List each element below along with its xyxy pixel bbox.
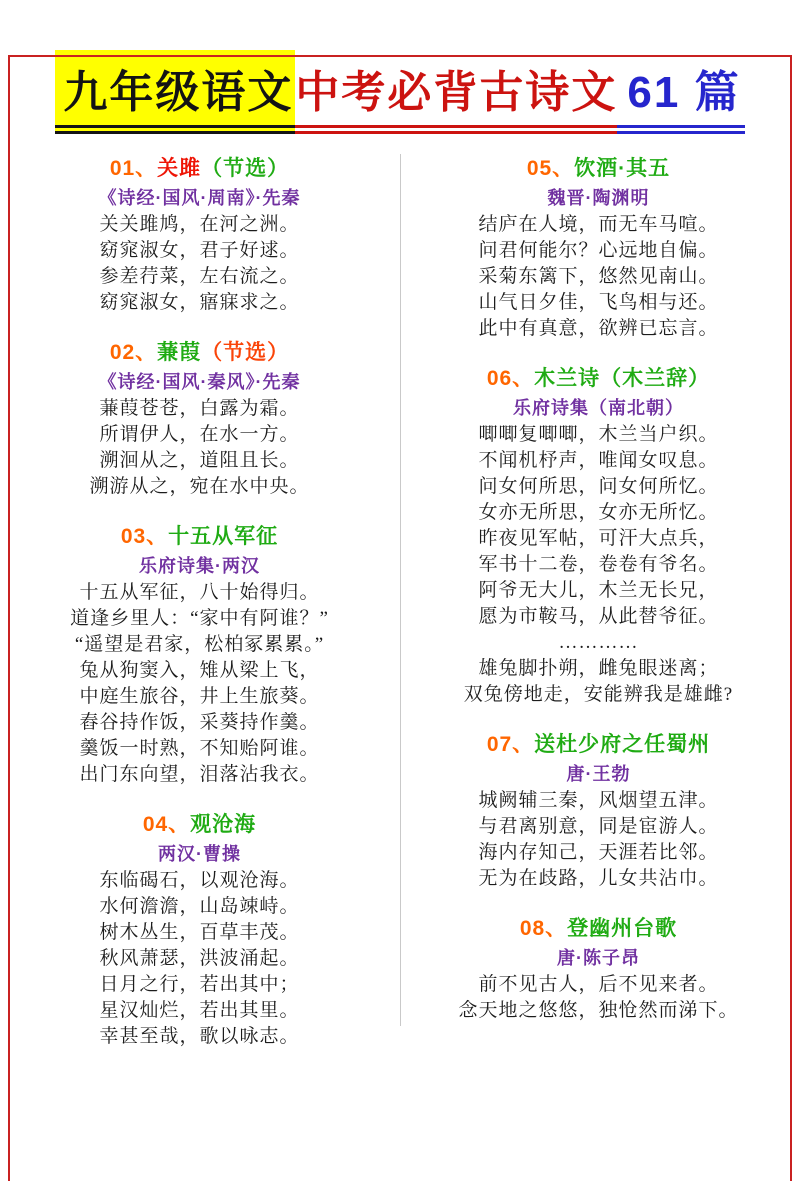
poem-entry xyxy=(0,154,399,316)
poem-line: 结庐在人境，而无车马喧。 xyxy=(478,214,719,235)
poem-source: 乐府诗集（南北朝） xyxy=(513,398,684,418)
poem-columns xyxy=(0,154,800,1072)
title-exam-text: 中考必背古诗文 xyxy=(295,50,617,134)
poem-line: 蒹葭苍苍，白露为霜。 xyxy=(99,398,300,419)
poem-body xyxy=(399,788,798,892)
poem-line: 树木丛生，百草丰茂。 xyxy=(99,922,300,943)
poem-entry xyxy=(0,338,399,500)
poem-line: 雄兔脚扑朔，雌兔眼迷离； xyxy=(478,658,719,679)
poem-line: 溯游从之，宛在水中央。 xyxy=(89,476,310,497)
poem-body xyxy=(399,422,798,708)
poem-source: 乐府诗集·两汉 xyxy=(139,556,260,576)
right-column xyxy=(399,154,798,1072)
poem-line: 前不见古人，后不见来者。 xyxy=(478,974,719,995)
poem-source: 两汉·曹操 xyxy=(158,844,241,864)
poem-title-segment: 蒹葭 xyxy=(157,341,202,364)
poem-line: 舂谷持作饭，采葵持作羹。 xyxy=(79,712,320,733)
poem-title-segment: 送杜少府之任蜀州 xyxy=(534,733,711,756)
poem-line: 城阙辅三秦，风烟望五津。 xyxy=(478,790,719,811)
left-column xyxy=(0,154,399,1072)
poem-entry xyxy=(0,522,399,788)
poem-number: 01、 xyxy=(109,157,158,180)
poem-title-segment: （节选） xyxy=(201,157,290,180)
poem-title xyxy=(0,522,399,552)
poem-body xyxy=(0,212,399,316)
poem-title xyxy=(399,914,798,944)
poem-entry xyxy=(0,810,399,1050)
poem-title xyxy=(399,730,798,760)
poem-line: 双兔傍地走，安能辨我是雄雌? xyxy=(463,684,734,705)
poem-number: 05、 xyxy=(526,157,575,180)
poem-number: 03、 xyxy=(120,525,169,548)
poem-line: 东临碣石，以观沧海。 xyxy=(99,870,300,891)
poem-line: 幸甚至哉，歌以咏志。 xyxy=(99,1026,300,1047)
poem-title-segment: 登幽州台歌 xyxy=(567,917,678,940)
poem-line: 日月之行，若出其中； xyxy=(99,974,300,995)
poem-line: 十五从军征，八十始得归。 xyxy=(79,582,320,603)
poem-line: 无为在歧路，儿女共沾巾。 xyxy=(478,868,719,889)
poem-body xyxy=(0,580,399,788)
poem-source: 《诗经·国风·周南》·先秦 xyxy=(98,188,301,208)
poem-source: 唐·王勃 xyxy=(566,764,631,784)
poem-title-segment: 木兰诗（木兰辞） xyxy=(534,367,711,390)
poem-line: 道逢乡里人：“家中有阿谁？” xyxy=(70,608,329,629)
poem-line: 窈窕淑女，寤寐求之。 xyxy=(99,292,300,313)
poem-line: 山气日夕佳，飞鸟相与还。 xyxy=(478,292,719,313)
poem-line: 秋风萧瑟，洪波涌起。 xyxy=(99,948,300,969)
poem-line: 念天地之悠悠，独怆然而涕下。 xyxy=(458,1000,739,1021)
poem-entry xyxy=(399,730,798,892)
poem-source: 唐·陈子昂 xyxy=(557,948,640,968)
poem-body xyxy=(0,396,399,500)
poem-line: 女亦无所思，女亦无所忆。 xyxy=(478,502,719,523)
poem-entry xyxy=(399,364,798,708)
poem-line: “遥望是君家，松柏冢累累。” xyxy=(74,634,325,655)
poem-line: 参差荇菜，左右流之。 xyxy=(99,266,300,287)
page-title xyxy=(0,50,800,134)
poem-line: 与君离别意，同是宦游人。 xyxy=(478,816,719,837)
poem-body xyxy=(0,868,399,1050)
poem-title-segment: 关雎 xyxy=(157,157,202,180)
poem-line: 此中有真意，欲辨已忘言。 xyxy=(478,318,719,339)
poem-title-segment: 饮酒·其五 xyxy=(574,157,671,180)
poem-title xyxy=(399,364,798,394)
poem-line: 问女何所思，问女何所忆。 xyxy=(478,476,719,497)
poem-title-segment: 十五从军征 xyxy=(168,525,279,548)
poem-line: 唧唧复唧唧，木兰当户织。 xyxy=(478,424,719,445)
poem-line: 采菊东篱下，悠然见南山。 xyxy=(478,266,719,287)
poem-title xyxy=(0,338,399,368)
poem-line: 不闻机杼声，唯闻女叹息。 xyxy=(478,450,719,471)
column-divider xyxy=(400,154,401,1026)
poem-title xyxy=(0,810,399,840)
poem-line: 羹饭一时熟，不知贻阿谁。 xyxy=(79,738,320,759)
poem-line: 所谓伊人，在水一方。 xyxy=(99,424,300,445)
poem-line: 水何澹澹，山岛竦峙。 xyxy=(99,896,300,917)
poem-line: 问君何能尔？心远地自偏。 xyxy=(478,240,719,261)
poem-line: 海内存知己，天涯若比邻。 xyxy=(478,842,719,863)
poem-line: 阿爷无大儿，木兰无长兄， xyxy=(478,580,719,601)
poem-entry xyxy=(399,914,798,1024)
poem-line: 兔从狗窦入，雉从梁上飞， xyxy=(79,660,320,681)
poem-title-segment: 观沧海 xyxy=(190,813,257,836)
title-count-text: 61 篇 xyxy=(617,50,744,134)
poem-body xyxy=(399,212,798,342)
poem-number: 06、 xyxy=(486,367,535,390)
title-grade-highlight: 九年级语文 xyxy=(55,50,295,134)
poem-line: 昨夜见军帖，可汗大点兵， xyxy=(478,528,719,549)
poem-title xyxy=(399,154,798,184)
poem-title xyxy=(0,154,399,184)
poem-line: 中庭生旅谷，井上生旅葵。 xyxy=(79,686,320,707)
poem-title-segment: （节选） xyxy=(201,341,290,364)
poem-line: 愿为市鞍马，从此替爷征。 xyxy=(478,606,719,627)
poem-line: 出门东向望，泪落沾我衣。 xyxy=(79,764,320,785)
poem-number: 08、 xyxy=(519,917,568,940)
poem-number: 07、 xyxy=(486,733,535,756)
poem-line: 窈窕淑女，君子好逑。 xyxy=(99,240,300,261)
poem-number: 04、 xyxy=(142,813,191,836)
poem-line: ………… xyxy=(558,632,639,653)
poem-source: 《诗经·国风·秦风》·先秦 xyxy=(98,372,301,392)
poem-line: 星汉灿烂，若出其里。 xyxy=(99,1000,300,1021)
poem-number: 02、 xyxy=(109,341,158,364)
poem-line: 关关雎鸠，在河之洲。 xyxy=(99,214,300,235)
poem-body xyxy=(399,972,798,1024)
poem-entry xyxy=(399,154,798,342)
poem-line: 军书十二卷，卷卷有爷名。 xyxy=(478,554,719,575)
poem-source: 魏晋·陶渊明 xyxy=(547,188,650,208)
poem-line: 溯洄从之，道阻且长。 xyxy=(99,450,300,471)
